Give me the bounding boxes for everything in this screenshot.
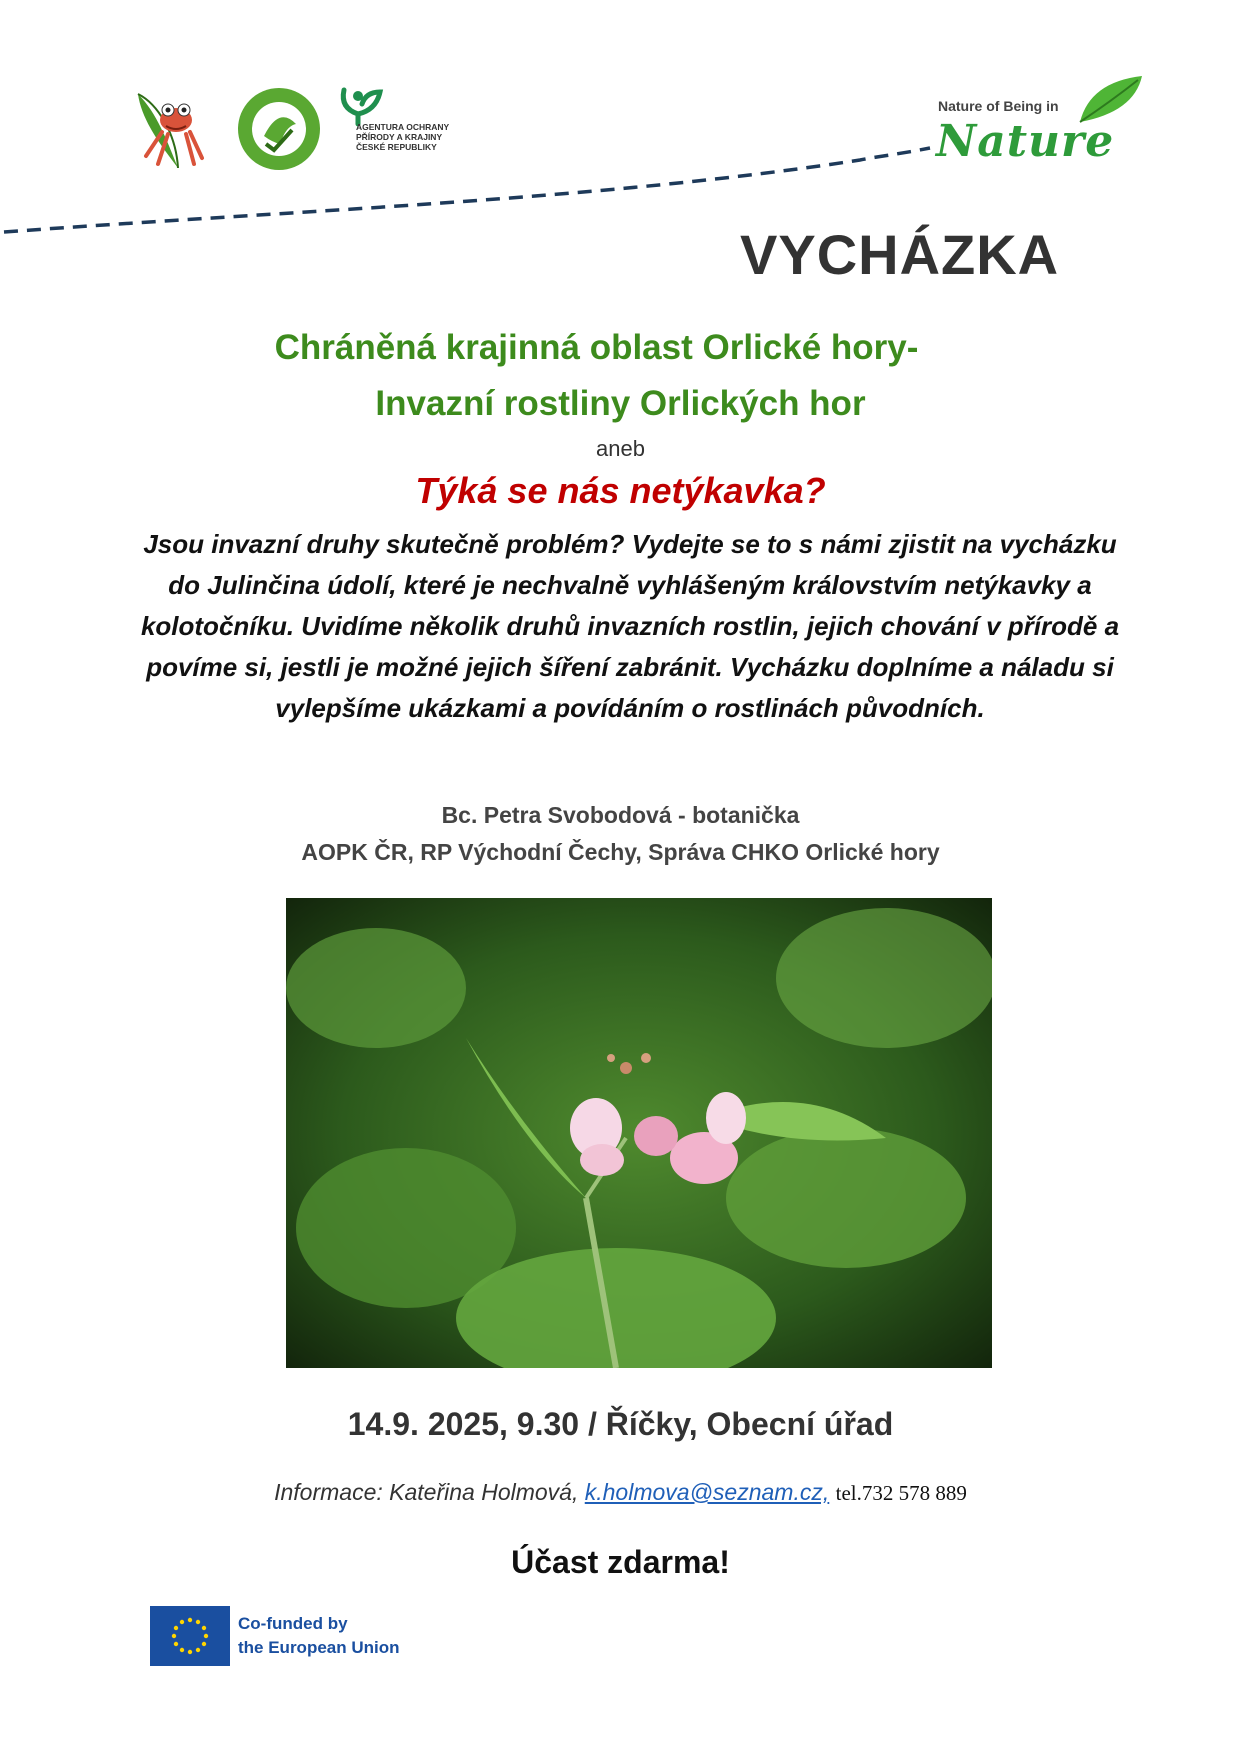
eu-line-2: the European Union [238,1638,400,1657]
nature-big-text: Nature [936,116,1115,167]
event-date-place: 14.9. 2025, 9.30 / Říčky, Obecní úřad [347,1406,894,1442]
contact-email-link[interactable]: k.holmova@seznam.cz, [584,1479,830,1505]
eu-flag-icon [150,1606,230,1666]
eu-cofunded-text [238,1612,400,1660]
page-title: VYCHÁZKA [740,223,1060,286]
aopk-line-1: AGENTURA OCHRANY [356,122,450,132]
aopk-line-3: ČESKÉ REPUBLIKY [356,142,437,152]
aopk-line-2: PŘÍRODY A KRAJINY [356,132,443,142]
nature-small-text: Nature of Being in [938,98,1059,114]
guide-organization: AOPK ČR, RP Východní Čechy, Správa CHKO Orlické hory [301,839,940,865]
subtitle-line-2: Invazní rostliny Orlických hor [375,384,866,423]
event-description: Jsou invazní druhy skutečně problém? Vydejte se to s námi zjistit na vycházku do Julinčina údolí, které je nechvalně vyhlášeným královstvím netýkavky a kolotočníku. Uvidíme několik druhů invazních rostlin, jejich chování v přírodě a povíme si, jestli je možné jejich šíření zabránit. Vycházku doplníme a náladu si vylepšíme ukázkami a povídáním o rostlinách původních. [140,529,1120,723]
eu-line-1: Co-funded by [238,1614,348,1633]
guide-name: Bc. Petra Svobodová - botanička [441,802,800,828]
contact-label: Informace: Kateřina Holmová, [274,1479,579,1505]
free-admission-text: Účast zdarma! [511,1544,730,1580]
contact-phone: tel.732 578 889 [835,1481,967,1505]
impatiens-flower-photo [286,898,992,1368]
headline-question: Týká se nás netýkavka? [415,470,826,511]
contact-info [0,1479,1241,1506]
subtitle-line-1: Chráněná krajinná oblast Orlické hory- [274,328,919,367]
connector-text: aneb [596,436,645,461]
